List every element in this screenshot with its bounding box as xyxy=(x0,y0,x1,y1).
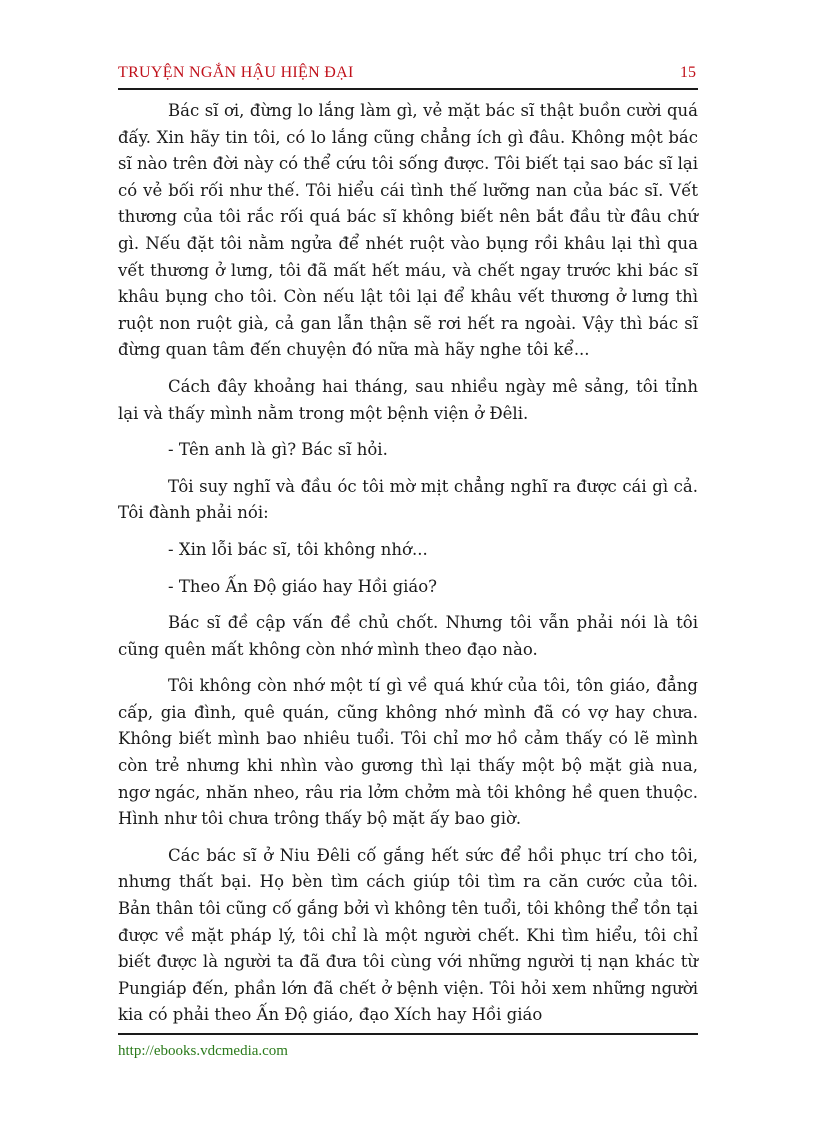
footer-divider xyxy=(118,1033,698,1035)
paragraph-8: Tôi không còn nhớ một tí gì về quá khứ của tôi, tôn giáo, đẳng cấp, gia đình, quê quán, cũng không nhớ mình đã có vợ hay chưa. Không biết mình bao nhiêu tuổi. Tôi chỉ mơ hồ cảm thấy có lẽ mình còn trẻ nhưng khi nhìn vào gương thì lại thấy một bộ mặt già nua, ngơ ngác, nhăn nheo, râu ria lởm chởm mà tôi không hề quen thuộc. Hình như tôi chưa trông thấy bộ mặt ấy bao giờ. xyxy=(118,676,698,829)
paragraph-4: Tôi suy nghĩ và đầu óc tôi mờ mịt chẳng nghĩ ra được cái gì cả. Tôi đành phải nói: xyxy=(118,476,698,523)
footer-url-link[interactable]: http://ebooks.vdcmedia.com xyxy=(118,1043,288,1059)
running-title: TRUYỆN NGẮN HẬU HIỆN ĐẠI xyxy=(118,64,354,81)
paragraph-5-dialogue: - Xin lỗi bác sĩ, tôi không nhớ... xyxy=(168,539,428,559)
story-body xyxy=(118,98,698,1039)
paragraph-9: Các bác sĩ ở Niu Đêli cố gắng hết sức để hồi phục trí cho tôi, nhưng thất bại. Họ bèn tìm cách giúp tôi tìm ra căn cước của tôi. Bản thân tôi cũng cố gắng bởi vì không tên tuổi, tôi không thể tồn tại được về mặt pháp lý, tôi chỉ là một người chết. Khi tìm hiểu, tôi chỉ biết được là người ta đã đưa tôi cùng với những người tị nạn khác từ Pungiáp đến, phần lớn đã chết ở bệnh viện. Tôi hỏi xem những người kia có phải theo Ấn Độ giáo, đạo Xích hay Hồi giáo xyxy=(118,845,698,1025)
page-number: 15 xyxy=(680,64,696,81)
paragraph-2: Cách đây khoảng hai tháng, sau nhiều ngày mê sảng, tôi tỉnh lại và thấy mình nằm trong một bệnh viện ở Đêli. xyxy=(118,376,698,423)
paragraph-6-dialogue: - Theo Ấn Độ giáo hay Hồi giáo? xyxy=(168,576,438,596)
page-header xyxy=(118,60,698,90)
paragraph-7: Bác sĩ đề cập vấn đề chủ chốt. Nhưng tôi vẫn phải nói là tôi cũng quên mất không còn nhớ mình theo đạo nào. xyxy=(118,613,698,659)
paragraph-3-dialogue: - Tên anh là gì? Bác sĩ hỏi. xyxy=(168,440,388,460)
paragraph-1: Bác sĩ ơi, đừng lo lắng làm gì, vẻ mặt bác sĩ thật buồn cười quá đấy. Xin hãy tin tôi, có lo lắng cũng chẳng ích gì đâu. Không một bác sĩ nào trên đời này có thể cứu tôi sống được. Tôi biết tại sao bác sĩ lại có vẻ bối rối như thế. Tôi hiểu cái tình thế lưỡng nan của bác sĩ. Vết thương của tôi rắc rối quá bác sĩ không biết nên bắt đầu từ đâu chứ gì. Nếu đặt tôi nằm ngửa để nhét ruột vào bụng rồi khâu lại thì qua vết thương ở lưng, tôi đã mất hết máu, và chết ngay trước khi bác sĩ khâu bụng cho tôi. Còn nếu lật tôi lại để khâu vết thương ở lưng thì ruột non ruột già, cả gan lẫn thận sẽ rơi hết ra ngoài. Vậy thì bác sĩ đừng quan tâm đến chuyện đó nữa mà hãy nghe tôi kể... xyxy=(118,101,699,360)
